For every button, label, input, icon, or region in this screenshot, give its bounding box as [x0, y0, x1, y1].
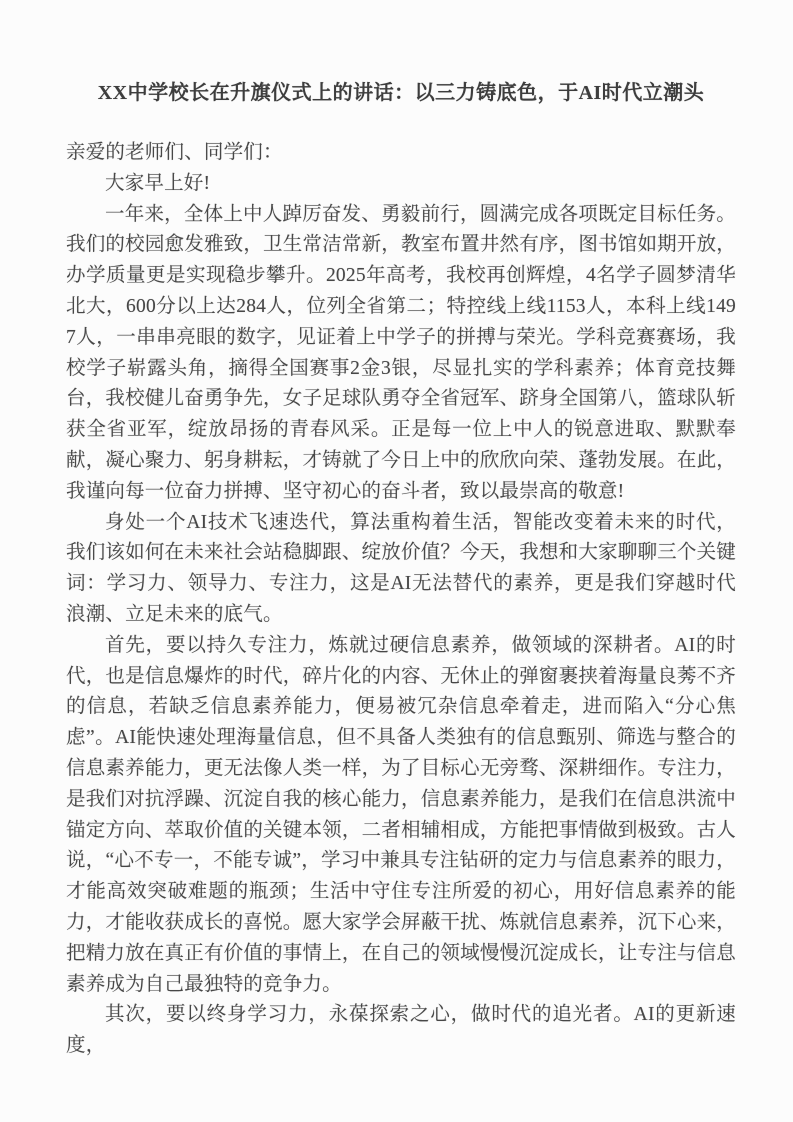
- document-title: XX中学校长在升旗仪式上的讲话：以三力铸底色，于AI时代立潮头: [97, 82, 705, 104]
- paragraph-ai-keywords: 身处一个AI技术飞速迭代，算法重构着生活，智能改变着未来的时代，我们该如何在未来社会站稳脚跟、绽放价值？今天，我想和大家聊聊三个关键词：学习力、领导力、专注力，这是AI无法替代的素养，更是我们穿越时代浪潮、立足未来的底气。: [66, 511, 736, 625]
- paragraph-learning-ability: 其次，要以终身学习力，永葆探索之心，做时代的追光者。AI的更新速度，: [66, 1004, 736, 1057]
- paragraph-achievements: 一年来，全体上中人踔厉奋发、勇毅前行，圆满完成各项既定目标任务。我们的校园愈发雅致，卫生常洁常新，教室布置井然有序，图书馆如期开放，办学质量更是实现稳步攀升。2025年高考，我校再创辉煌，4名学子圆梦清华北大，600分以上达284人，位列全省第二；特控线上线1153人，本科上线1497人，一串串亮眼的数字，见证着上中学子的拼搏与荣光。学科竞赛赛场，我校学子崭露头角，摘得全国赛事2金3银，尽显扎实的学科素养；体育竞技舞台，我校健儿奋勇争先，女子足球队勇夺全省冠军、跻身全国第八，篮球队斩获全省亚军，绽放昂扬的青春风采。正是每一位上中人的锐意进取、默默奉献，凝心聚力、躬身耕耘，才铸就了今日上中的欣欣向荣、蓬勃发展。在此，我谨向每一位奋力拼搏、坚守初心的奋斗者，致以最崇高的敬意!: [66, 203, 736, 502]
- salutation-line: 亲爱的老师们、同学们：: [66, 142, 283, 163]
- paragraph-focus-ability: 首先，要以持久专注力，炼就过硬信息素养，做领域的深耕者。AI的时代，也是信息爆炸的时代，碎片化的内容、无休止的弹窗裹挟着海量良莠不齐的信息，若缺乏信息素养能力，便易被冗杂信息牵着走，进而陷入“分心焦虑”。AI能快速处理海量信息，但不具备人类独有的信息甄别、筛选与整合的信息素养能力，更无法像人类一样，为了目标心无旁骛、深耕细作。专注力，是我们对抗浮躁、沉淀自我的核心能力，信息素养能力，是我们在信息洪流中锚定方向、萃取价值的关键本领，二者相辅相成，方能把事情做到极致。古人说，“心不专一，不能专诚”，学习中兼具专注钻研的定力与信息素养的眼力，才能高效突破难题的瓶颈；生活中守住专注所爱的初心，用好信息素养的能力，才能收获成长的喜悦。愿大家学会屏蔽干扰、炼就信息素养，沉下心来，把精力放在真正有价值的事情上，在自己的领域慢慢沉淀成长，让专注与信息素养成为自己最独特的竞争力。: [66, 634, 736, 995]
- greeting-line: 大家早上好!: [105, 172, 211, 194]
